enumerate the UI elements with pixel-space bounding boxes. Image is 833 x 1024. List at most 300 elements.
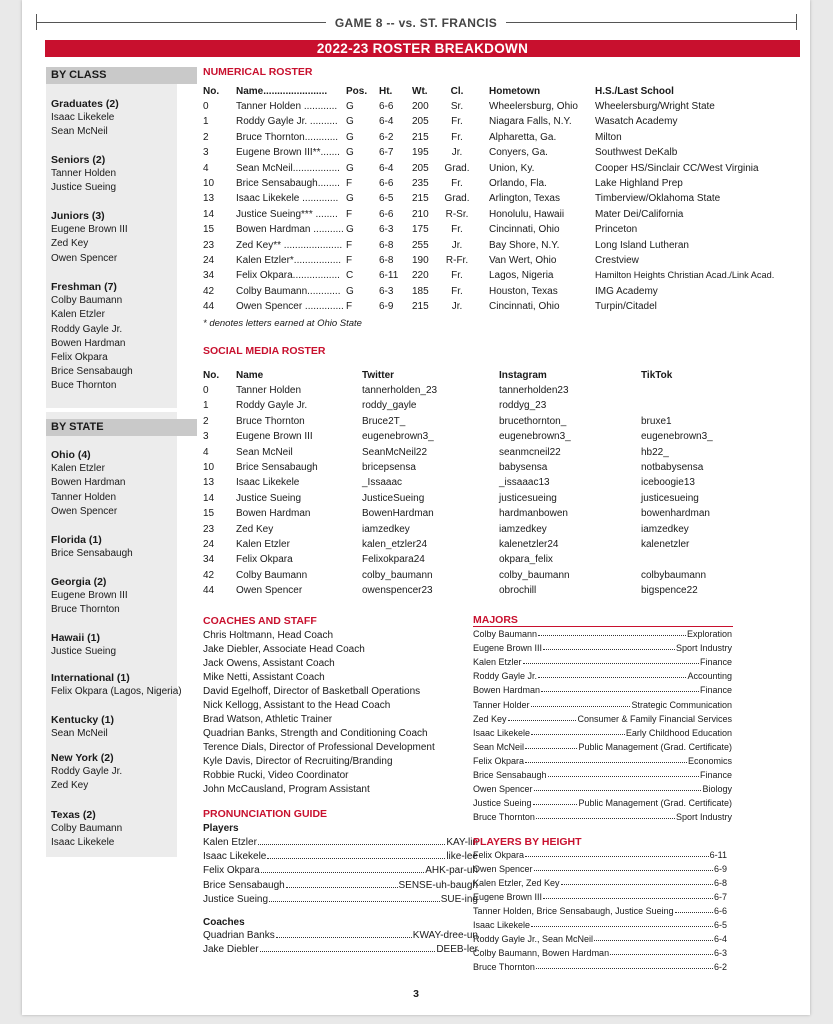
social-cell: hb22_ <box>641 446 669 458</box>
numerical-cell: 200 <box>412 101 429 112</box>
numerical-col-header: H.S./Last School <box>595 86 674 97</box>
height-entry <box>473 850 727 860</box>
page <box>22 0 810 1015</box>
pronunciation-player-value: AHK-par-uh <box>425 865 478 877</box>
major-entry-label: Bruce Thornton <box>473 812 535 823</box>
social-cell: Owen Spencer <box>236 585 303 597</box>
social-cell: iceboogie13 <box>641 477 695 489</box>
pronunciation-coach-value: KWAY-dree-un <box>412 930 478 941</box>
pronunciation-player-value: SENSE-uh-baugh <box>398 879 478 891</box>
coach-entry: Chris Holtmann, Head Coach <box>203 630 334 641</box>
pronunciation-player-value: SUE-ing <box>440 893 478 905</box>
height-entry-value: 6-8 <box>713 878 727 888</box>
pronunciation-player-leader <box>286 880 398 888</box>
pronunciation-player-leader <box>267 851 445 859</box>
class-group <box>51 209 128 266</box>
numerical-cell: 215 <box>412 131 429 143</box>
major-entry <box>473 756 732 766</box>
social-cell: Eugene Brown III <box>236 431 313 443</box>
numerical-cell: F <box>346 255 353 266</box>
social-roster-heading: SOCIAL MEDIA ROSTER <box>203 345 326 357</box>
numerical-cell: 4 <box>203 162 209 174</box>
social-cell: obrochill <box>499 585 537 597</box>
numerical-cell: 195 <box>412 147 429 159</box>
numerical-cell: 44 <box>203 301 215 313</box>
social-cell: hardmanbowen <box>499 508 568 520</box>
numerical-col-header: Cl. <box>450 86 464 97</box>
by-class-heading: BY CLASS <box>46 67 197 84</box>
pronunciation-player <box>203 880 478 891</box>
social-cell: justicesueing <box>499 492 557 504</box>
numerical-cell: 6-4 <box>379 162 394 174</box>
social-cell: Colby Baumann <box>236 569 308 581</box>
class-group-name: Eugene Brown III <box>51 224 128 236</box>
height-entry <box>473 906 727 916</box>
social-cell: Isaac Likekele <box>236 477 300 489</box>
social-cell: colbybaumann <box>641 569 707 581</box>
major-entry-leader <box>543 643 675 650</box>
page-number: 3 <box>413 988 419 1000</box>
major-entry-leader <box>525 742 577 749</box>
state-group-title: International (1) <box>51 672 130 684</box>
height-entry-label: Colby Baumann, Bowen Hardman <box>473 948 610 958</box>
numerical-cell: Fr. <box>451 131 463 143</box>
numerical-cell: Milton <box>595 131 622 143</box>
major-entry-leader <box>536 812 675 819</box>
state-group-title: Hawaii (1) <box>51 632 101 644</box>
numerical-cell: 2 <box>203 131 209 143</box>
height-entry-leader <box>531 920 713 927</box>
major-entry-label: Eugene Brown III <box>473 643 543 654</box>
numerical-cell: Wasatch Academy <box>595 116 678 128</box>
numerical-cell: Fr. <box>451 116 463 128</box>
numerical-cell: Jr. <box>451 301 463 313</box>
social-cell: colby_baumann <box>362 569 433 581</box>
numerical-cell: 6-2 <box>379 131 394 143</box>
height-entry-value: 6-6 <box>713 906 727 916</box>
class-group-title: Seniors (2) <box>51 154 106 166</box>
social-col-header: No. <box>203 370 220 381</box>
height-entry <box>473 892 727 902</box>
numerical-cell: Crestview <box>595 255 639 266</box>
pronunciation-coach-label: Jake Diebler <box>203 944 259 956</box>
numerical-cell: 24 <box>203 255 215 266</box>
numerical-cell: 6-3 <box>379 285 394 297</box>
numerical-cell: Wheelersburg, Ohio <box>489 101 578 112</box>
state-group <box>51 631 116 659</box>
state-group-name: Isaac Likekele <box>51 837 115 849</box>
major-entry-value: Public Management (Grad. Certificate) <box>578 798 732 809</box>
numerical-cell: 6-6 <box>379 208 394 220</box>
numerical-cell: 14 <box>203 208 215 220</box>
numerical-cell: 205 <box>412 162 429 174</box>
major-entry-leader <box>508 714 577 721</box>
numerical-cell: Sr. <box>450 101 464 112</box>
numerical-cell: Alpharetta, Ga. <box>489 131 557 143</box>
state-group-name: Kalen Etzler <box>51 463 105 475</box>
numerical-cell: Houston, Texas <box>489 285 558 297</box>
numerical-cell: Bruce Thornton............ <box>236 131 339 143</box>
social-cell: _Issaaac <box>362 477 403 489</box>
pronunciation-player-label: Felix Okpara <box>203 865 260 877</box>
state-group <box>51 671 182 699</box>
pronunciation-coach-label: Quadrian Banks <box>203 930 275 941</box>
social-cell: 4 <box>203 446 209 458</box>
social-cell: iamzedkey <box>362 523 410 535</box>
pronunciation-player-label: Brice Sensabaugh <box>203 879 285 891</box>
height-entry-label: Isaac Likekele <box>473 920 531 930</box>
numerical-cell: Fr. <box>451 270 463 282</box>
state-group-name: Colby Baumann <box>51 823 123 835</box>
social-cell: BowenHardman <box>362 508 434 520</box>
pronunciation-player <box>203 865 478 876</box>
numerical-cell: Princeton <box>595 224 638 236</box>
height-entry-label: Tanner Holden, Brice Sensabaugh, Justice Sueing <box>473 906 674 916</box>
pronunciation-player-label: Kalen Etzler <box>203 837 257 848</box>
numerical-cell: F <box>346 178 353 189</box>
state-group-name: Tanner Holden <box>51 491 117 503</box>
major-entry <box>473 657 732 667</box>
numerical-cell: F <box>346 239 353 251</box>
major-entry-value: Biology <box>702 784 732 795</box>
pronunciation-player <box>203 851 478 862</box>
pronunciation-coaches-subhead: Coaches <box>203 917 245 928</box>
numerical-cell: 215 <box>412 193 429 205</box>
social-cell: 44 <box>203 585 215 597</box>
numerical-cell: Wheelersburg/Wright State <box>595 101 715 112</box>
social-cell: bruxe1 <box>641 415 672 427</box>
major-entry-value: Early Childhood Education <box>625 727 732 738</box>
social-cell: Tanner Holden <box>236 385 302 396</box>
social-cell: tannerholden23 <box>499 385 569 396</box>
pronunciation-player-leader <box>269 894 440 902</box>
social-cell: tannerholden_23 <box>362 385 438 396</box>
numerical-cell: 6-8 <box>379 239 394 251</box>
state-group-name: Roddy Gayle Jr. <box>51 766 123 778</box>
major-entry-value: Strategic Communication <box>631 699 732 710</box>
numerical-cell: Conyers, Ga. <box>489 147 548 159</box>
height-heading: PLAYERS BY HEIGHT <box>473 836 582 848</box>
major-entry <box>473 643 732 653</box>
class-group-name: Colby Baumann <box>51 295 123 307</box>
numerical-cell: Niagara Falls, N.Y. <box>489 116 572 128</box>
major-entry-value: Sport Industry <box>675 812 732 823</box>
major-entry-label: Owen Spencer <box>473 784 533 795</box>
major-entry-leader <box>533 798 578 805</box>
numerical-cell: 220 <box>412 270 429 282</box>
numerical-cell: 6-9 <box>379 301 394 313</box>
class-group <box>51 97 119 140</box>
numerical-cell: 235 <box>412 178 429 189</box>
class-group-name: Isaac Likekele <box>51 112 115 124</box>
numerical-roster-heading: NUMERICAL ROSTER <box>203 66 313 78</box>
major-entry <box>473 629 732 639</box>
state-group-name: Justice Sueing <box>51 646 117 658</box>
height-entry-label: Roddy Gayle Jr., Sean McNeil <box>473 934 594 944</box>
numerical-cell: 185 <box>412 285 429 297</box>
social-cell: Felixokpara24 <box>362 554 425 566</box>
height-entry <box>473 920 727 930</box>
numerical-cell: 6-6 <box>379 178 394 189</box>
major-entry-value: Exploration <box>686 629 732 639</box>
state-group-name: Bowen Hardman <box>51 477 126 489</box>
numerical-cell: 6-4 <box>379 116 394 128</box>
major-entry <box>473 685 732 695</box>
major-entry-label: Brice Sensabaugh <box>473 770 547 780</box>
pronunciation-player-leader <box>261 865 425 873</box>
class-group-title: Juniors (3) <box>51 210 105 222</box>
social-cell: SeanMcNeil22 <box>362 446 428 458</box>
height-entry-leader <box>594 934 713 941</box>
social-cell: 42 <box>203 569 215 581</box>
major-entry-label: Isaac Likekele <box>473 727 531 738</box>
coach-entry: Nick Kellogg, Assistant to the Head Coach <box>203 700 391 711</box>
social-cell: notbabysensa <box>641 462 704 473</box>
numerical-cell: 6-8 <box>379 255 394 266</box>
social-cell: Zed Key <box>236 523 274 535</box>
coaches-staff-heading: COACHES AND STAFF <box>203 615 317 627</box>
numerical-cell: Cincinnati, Ohio <box>489 301 560 313</box>
social-col-header: Instagram <box>499 370 547 381</box>
major-entry-label: Tanner Holder <box>473 699 530 710</box>
game-title: GAME 8 -- vs. ST. FRANCIS <box>334 16 498 30</box>
social-cell: 13 <box>203 477 215 489</box>
height-entry-leader <box>543 892 713 899</box>
social-cell: seanmcneil22 <box>499 446 561 458</box>
pronunciation-player-value: KAY-lin <box>446 837 478 848</box>
social-cell: Bowen Hardman <box>236 508 311 520</box>
state-group-title: Florida (1) <box>51 534 102 546</box>
pronunciation-player <box>203 837 478 848</box>
numerical-cell: Turpin/Citadel <box>595 301 657 313</box>
numerical-cell: 175 <box>412 224 429 236</box>
numerical-cell: 42 <box>203 285 215 297</box>
pronunciation-coach-leader <box>260 944 436 952</box>
major-entry-value: Economics <box>687 755 732 766</box>
numerical-cell: G <box>346 116 354 128</box>
social-cell: kalen_etzler24 <box>362 539 428 550</box>
numerical-cell: Sean McNeil................. <box>236 162 340 174</box>
height-entry <box>473 864 727 874</box>
social-cell: eugenebrown3_ <box>499 431 571 443</box>
numerical-cell: Felix Okpara................. <box>236 270 340 282</box>
height-entry-label: Kalen Etzler, Zed Key <box>473 878 560 888</box>
pronunciation-player-value: like-lee <box>446 851 478 863</box>
numerical-cell: Jr. <box>451 147 463 159</box>
class-group-title: Graduates (2) <box>51 98 119 110</box>
major-entry-leader <box>531 728 625 735</box>
major-entry-leader <box>531 700 631 707</box>
numerical-cell: G <box>346 101 354 112</box>
major-entry-leader <box>525 756 687 763</box>
numerical-cell: Colby Baumann............ <box>236 285 341 297</box>
numerical-cell: G <box>346 147 354 159</box>
social-cell: roddy_gayle <box>362 400 417 412</box>
height-entry-label: Eugene Brown III <box>473 892 543 902</box>
social-cell: Roddy Gayle Jr. <box>236 400 308 412</box>
height-entry-value: 6-3 <box>713 948 727 958</box>
numerical-cell: Mater Dei/California <box>595 208 684 220</box>
numerical-cell: Bowen Hardman ........... <box>236 224 344 236</box>
pronunciation-coach <box>203 930 478 941</box>
social-cell: _issaaac13 <box>499 477 550 489</box>
height-entry-leader <box>536 962 713 969</box>
state-group-name: Zed Key <box>51 780 89 792</box>
social-cell: okpara_felix <box>499 554 553 566</box>
numerical-cell: 0 <box>203 101 209 112</box>
height-entry-value: 6-11 <box>709 850 727 860</box>
state-group <box>51 751 122 794</box>
numerical-cell: R-Fr. <box>445 255 469 266</box>
height-entry <box>473 962 727 972</box>
height-entry <box>473 878 727 888</box>
state-group <box>51 533 133 561</box>
major-entry-label: Zed Key <box>473 713 507 724</box>
social-cell: justicesueing <box>641 492 699 504</box>
numerical-cell: 6-6 <box>379 101 394 112</box>
class-group-name: Kalen Etzler <box>51 309 105 321</box>
numerical-cell: 205 <box>412 116 429 128</box>
pronunciation-coach-value: DEEB-ler <box>436 944 478 956</box>
social-cell: kalenetzler24 <box>499 539 559 550</box>
coach-entry: Jake Diebler, Associate Head Coach <box>203 644 365 655</box>
height-entry-leader <box>610 948 713 955</box>
major-entry-leader <box>541 685 699 692</box>
class-group-name: Owen Spencer <box>51 252 118 264</box>
social-cell: iamzedkey <box>499 523 547 535</box>
state-group-name: Eugene Brown III <box>51 590 128 602</box>
major-entry-value: Accounting <box>687 671 732 682</box>
major-entry-value: Finance <box>699 685 732 696</box>
social-cell: 14 <box>203 492 215 504</box>
state-group-title: Texas (2) <box>51 809 96 821</box>
class-group-name: Felix Okpara <box>51 352 108 364</box>
class-group-name: Justice Sueing <box>51 182 117 194</box>
major-entry-label: Kalen Etzler <box>473 657 522 668</box>
numerical-cell: C <box>346 270 354 282</box>
social-cell: roddyg_23 <box>499 400 547 412</box>
major-entry-label: Justice Sueing <box>473 798 532 809</box>
social-cell: 10 <box>203 462 215 473</box>
state-group-name: Brice Sensabaugh <box>51 548 133 560</box>
social-cell: Bruce2T_ <box>362 415 406 427</box>
page-banner: 2022-23 ROSTER BREAKDOWN <box>45 40 800 57</box>
height-entry <box>473 948 727 958</box>
major-entry <box>473 671 732 681</box>
major-entry <box>473 798 732 808</box>
numerical-cell: G <box>346 162 354 174</box>
social-cell: 0 <box>203 385 209 396</box>
class-group-name: Brice Sensabaugh <box>51 366 133 378</box>
numerical-cell: 3 <box>203 147 209 159</box>
major-entry <box>473 728 732 738</box>
social-cell: 3 <box>203 431 209 443</box>
pronunciation-player-label: Isaac Likekele <box>203 851 267 863</box>
class-group <box>51 153 116 196</box>
social-col-header: Name <box>236 370 264 381</box>
social-cell: Brice Sensabaugh <box>236 462 318 473</box>
pronunciation-player-leader <box>258 837 445 845</box>
height-entry-label: Bruce Thornton <box>473 962 535 972</box>
numerical-cell: Cincinnati, Ohio <box>489 224 560 236</box>
coach-entry: Brad Watson, Athletic Trainer <box>203 714 333 725</box>
major-entry-leader <box>534 784 702 791</box>
height-entry <box>473 934 727 944</box>
major-entry-leader <box>538 671 686 678</box>
class-group <box>51 280 133 394</box>
numerical-cell: Fr. <box>451 285 463 297</box>
numerical-cell: Roddy Gayle Jr. .......... <box>236 116 338 128</box>
numerical-cell: Owen Spencer .............. <box>236 301 344 313</box>
numerical-cell: Zed Key** ..................... <box>236 239 343 251</box>
numerical-col-header: Pos. <box>346 86 368 97</box>
social-cell: Sean McNeil <box>236 446 293 458</box>
social-cell: iamzedkey <box>641 523 689 535</box>
numerical-cell: 13 <box>203 193 215 205</box>
coach-entry: Mike Netti, Assistant Coach <box>203 672 325 683</box>
class-group-name: Sean McNeil <box>51 126 108 138</box>
state-group-name: Bruce Thornton <box>51 604 120 616</box>
social-cell: bigspence22 <box>641 585 698 597</box>
major-entry-leader <box>548 770 699 777</box>
numerical-cell: F <box>346 208 353 220</box>
numerical-cell: Bay Shore, N.Y. <box>489 239 560 251</box>
class-group-name: Bowen Hardman <box>51 337 126 349</box>
social-cell: kalenetzler <box>641 539 690 550</box>
social-cell: owenspencer23 <box>362 585 433 597</box>
numerical-cell: Justice Sueing*** ........ <box>236 208 338 220</box>
major-entry-label: Felix Okpara <box>473 755 525 766</box>
numerical-cell: Kalen Etzler*................. <box>236 255 342 266</box>
pronunciation-players-subhead: Players <box>203 823 239 834</box>
numerical-cell: Brice Sensabaugh........ <box>236 178 340 189</box>
numerical-cell: G <box>346 224 354 236</box>
social-cell: JusticeSueing <box>362 492 425 504</box>
coach-entry: Terence Dials, Director of Professional Development <box>203 742 435 753</box>
state-group-name: Owen Spencer <box>51 505 118 517</box>
height-entry-value: 6-9 <box>713 864 727 874</box>
numerical-col-header: Ht. <box>379 86 393 97</box>
numerical-cell: Eugene Brown III**....... <box>236 147 340 159</box>
numerical-cell: 255 <box>412 239 429 251</box>
numerical-cell: Cooper HS/Sinclair CC/West Virginia <box>595 162 759 174</box>
numerical-cell: Long Island Lutheran <box>595 239 689 251</box>
height-entry-label: Owen Spencer <box>473 864 533 874</box>
social-cell: Bruce Thornton <box>236 415 305 427</box>
numerical-cell: G <box>346 193 354 205</box>
state-group <box>51 575 128 618</box>
height-entry-value: 6-7 <box>713 892 727 902</box>
major-entry <box>473 812 732 822</box>
social-cell: bowenhardman <box>641 508 710 520</box>
major-entry-value: Consumer & Family Financial Services <box>577 713 732 724</box>
class-group-title: Freshman (7) <box>51 281 117 293</box>
numerical-cell: Grad. <box>444 162 470 174</box>
state-group-name: Sean McNeil <box>51 728 108 740</box>
height-entry-value: 6-2 <box>713 962 727 972</box>
height-entry-value: 6-5 <box>713 920 727 930</box>
major-entry-value: Sport Industry <box>675 643 732 654</box>
social-cell: bricepsensa <box>362 462 416 473</box>
social-cell: 24 <box>203 539 215 550</box>
major-entry <box>473 742 732 752</box>
numerical-cell: 6-7 <box>379 147 394 159</box>
numerical-cell: 215 <box>412 301 429 313</box>
numerical-cell: Southwest DeKalb <box>595 147 678 159</box>
numerical-cell: Lake Highland Prep <box>595 178 683 189</box>
major-entry <box>473 770 732 780</box>
numerical-cell: Tanner Holden ............ <box>236 101 338 112</box>
